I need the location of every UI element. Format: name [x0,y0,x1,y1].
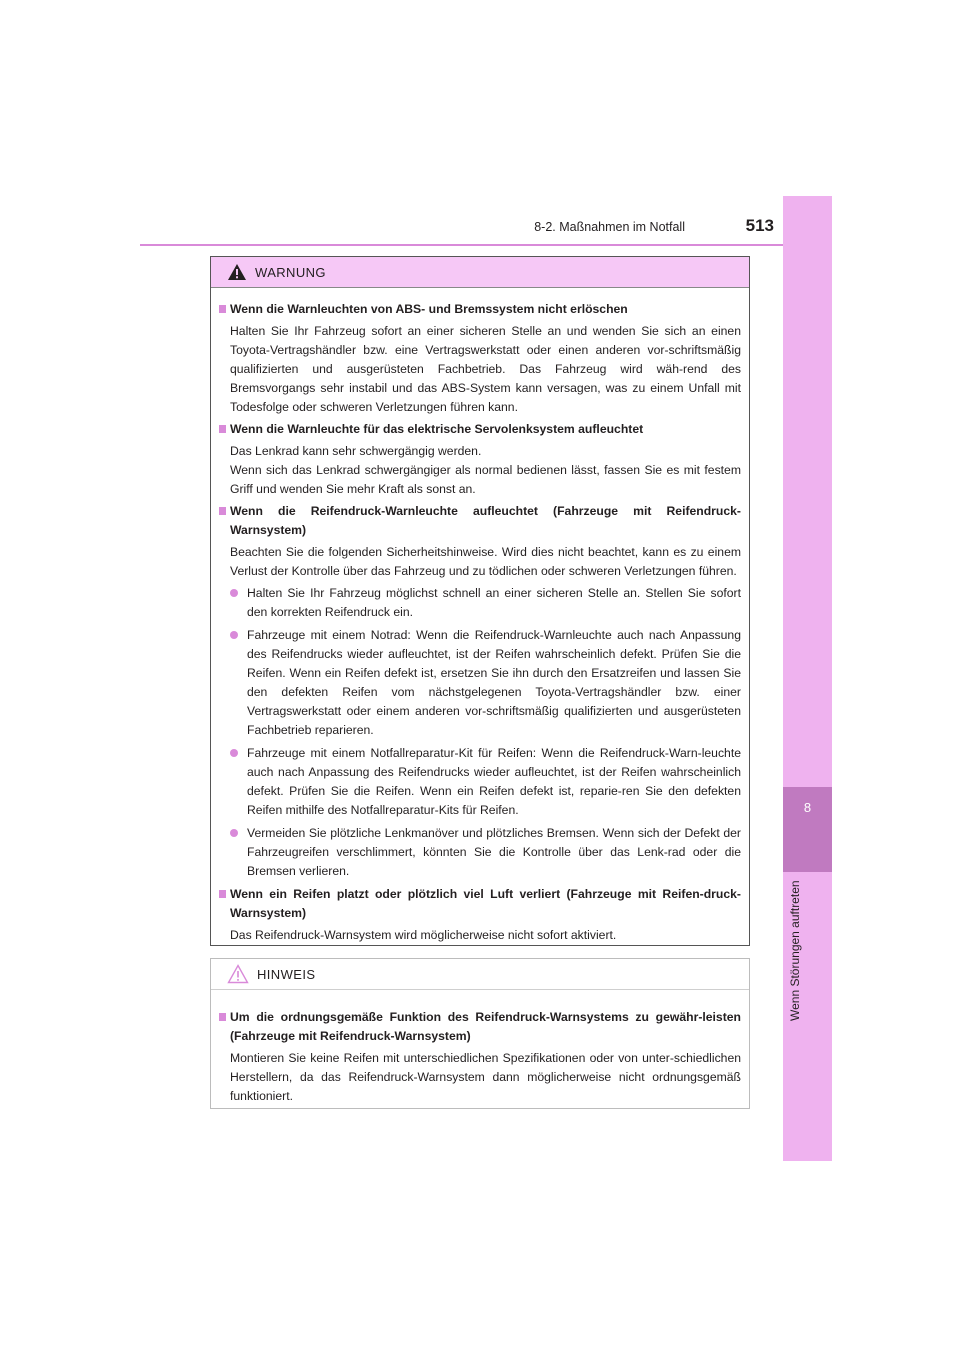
warning-title: WARNUNG [255,264,326,280]
warning-bullet: Halten Sie Ihr Fahrzeug möglichst schnell an einer sicheren Stelle an. Stellen Sie sofort den korrekten Reifendruck ein. [219,584,741,622]
round-bullet-icon [230,749,238,757]
square-bullet-icon [219,305,226,313]
chapter-number: 8 [803,800,812,815]
note-box [210,958,750,1109]
warning-body [211,288,749,945]
warning-paragraph: Beachten Sie die folgenden Sicherheitshinweise. Wird dies nicht beachtet, kann es zu einem Verlust der Kontrolle über das Fahrzeug und zu tödlichen oder schweren Verletzungen führen. [230,545,741,578]
warning-bullet: Fahrzeuge mit einem Notfallreparatur-Kit für Reifen: Wenn die Reifendruck-Warn-leuchte auch nach Anpassung des Reifendrucks wieder aufleuchtet, ist der Reifen wahrscheinlich defekt. Prüfen Sie die Reifen. Wenn ein Reifen defekt ist, reparie-ren Sie den defekten Reifen mithilfe des Notfallreparatur-Kits für Reifen. [219,744,741,820]
warning-item-title: Wenn die Reifendruck-Warnleuchte aufleuchtet (Fahrzeuge mit Reifendruck-Warnsystem) [219,502,741,540]
warning-item-title: Wenn die Warnleuchte für das elektrische Servolenksystem aufleuchtet [219,420,741,439]
square-bullet-icon [219,1013,226,1021]
round-bullet-icon [230,589,238,597]
warning-paragraph: Das Lenkrad kann sehr schwergängig werden. [230,444,482,458]
warning-item-title: Wenn ein Reifen platzt oder plötzlich viel Luft verliert (Fahrzeuge mit Reifen-druck-Warnsystem) [219,885,741,923]
warning-bullet: Fahrzeuge mit einem Notrad: Wenn die Reifendruck-Warnleuchte auch nach Anpassung des Reifendrucks wieder aufleuchtet, ist der Reifen wahrscheinlich defekt. Prüfen Sie die Reifen. Wenn ein Reifen defekt ist, ersetzen Sie ihn durch den Ersatzreifen und lassen Sie den defekten Reifen vom nächstgelegenen Toyota-Vertragshändler bzw. einer Vertragswerkstatt oder einem anderen vor-schriftsmäßig qualifizierten und ausgerüsteten Fachbetrieb reparieren. [219,626,741,740]
warning-item-title: Wenn die Warnleuchten von ABS- und Bremssystem nicht erlöschen [219,300,741,319]
warning-header [211,257,749,288]
warning-icon [227,263,247,281]
warning-bullet: Vermeiden Sie plötzliche Lenkmanöver und plötzliches Bremsen. Wenn sich der Defekt der Fahrzeugreifen verschlimmert, könnten Sie die Kontrolle über das Lenk-rad oder die Bremsen verlieren. [219,824,741,881]
round-bullet-icon [230,631,238,639]
warning-paragraph: Das Reifendruck-Warnsystem wird möglicherweise nicht sofort aktiviert. [230,928,617,942]
note-body [211,990,749,1106]
warning-paragraph: Wenn sich das Lenkrad schwergängiger als normal bedienen lässt, fassen Sie es mit festem Griff und wenden Sie mehr Kraft als sonst an. [230,463,741,496]
page-number: 513 [745,216,774,235]
caution-icon [227,964,249,984]
header-rule [140,244,832,246]
warning-paragraph: Halten Sie Ihr Fahrzeug sofort an einer sicheren Stelle an und wenden Sie sich an einen Toyota-Vertragshändler bzw. eine Vertragswerkstatt oder einen anderen vor-schriftsmäßig qualifizierten und ausgerüsteten Fachbetrieb. Das Fahrzeug wird wäh-rend des Bremsvorgangs sehr instabil und das ABS-System kann versagen, was zu einem Unfall mit Todesfolge oder schweren Verletzungen führen kann. [230,324,741,414]
note-paragraph: Montieren Sie keine Reifen mit unterschiedlichen Spezifikationen oder von unter-schiedlichen Herstellern, da das Reifendruck-Warnsystem dann möglicherweise nicht ordnungsgemäß funktioniert. [230,1051,741,1103]
note-title: HINWEIS [257,966,316,982]
note-header [211,959,749,990]
square-bullet-icon [219,507,226,515]
warning-box [210,256,750,946]
round-bullet-icon [230,829,238,837]
section-title: 8-2. Maßnahmen im Notfall [534,220,685,234]
chapter-title: Wenn Störungen auftreten [788,880,802,1021]
square-bullet-icon [219,890,226,898]
note-item-title: Um die ordnungsgemäße Funktion des Reifendruck-Warnsystems zu gewähr-leisten (Fahrzeuge mit Reifendruck-Warnsystem) [219,1008,741,1046]
square-bullet-icon [219,425,226,433]
